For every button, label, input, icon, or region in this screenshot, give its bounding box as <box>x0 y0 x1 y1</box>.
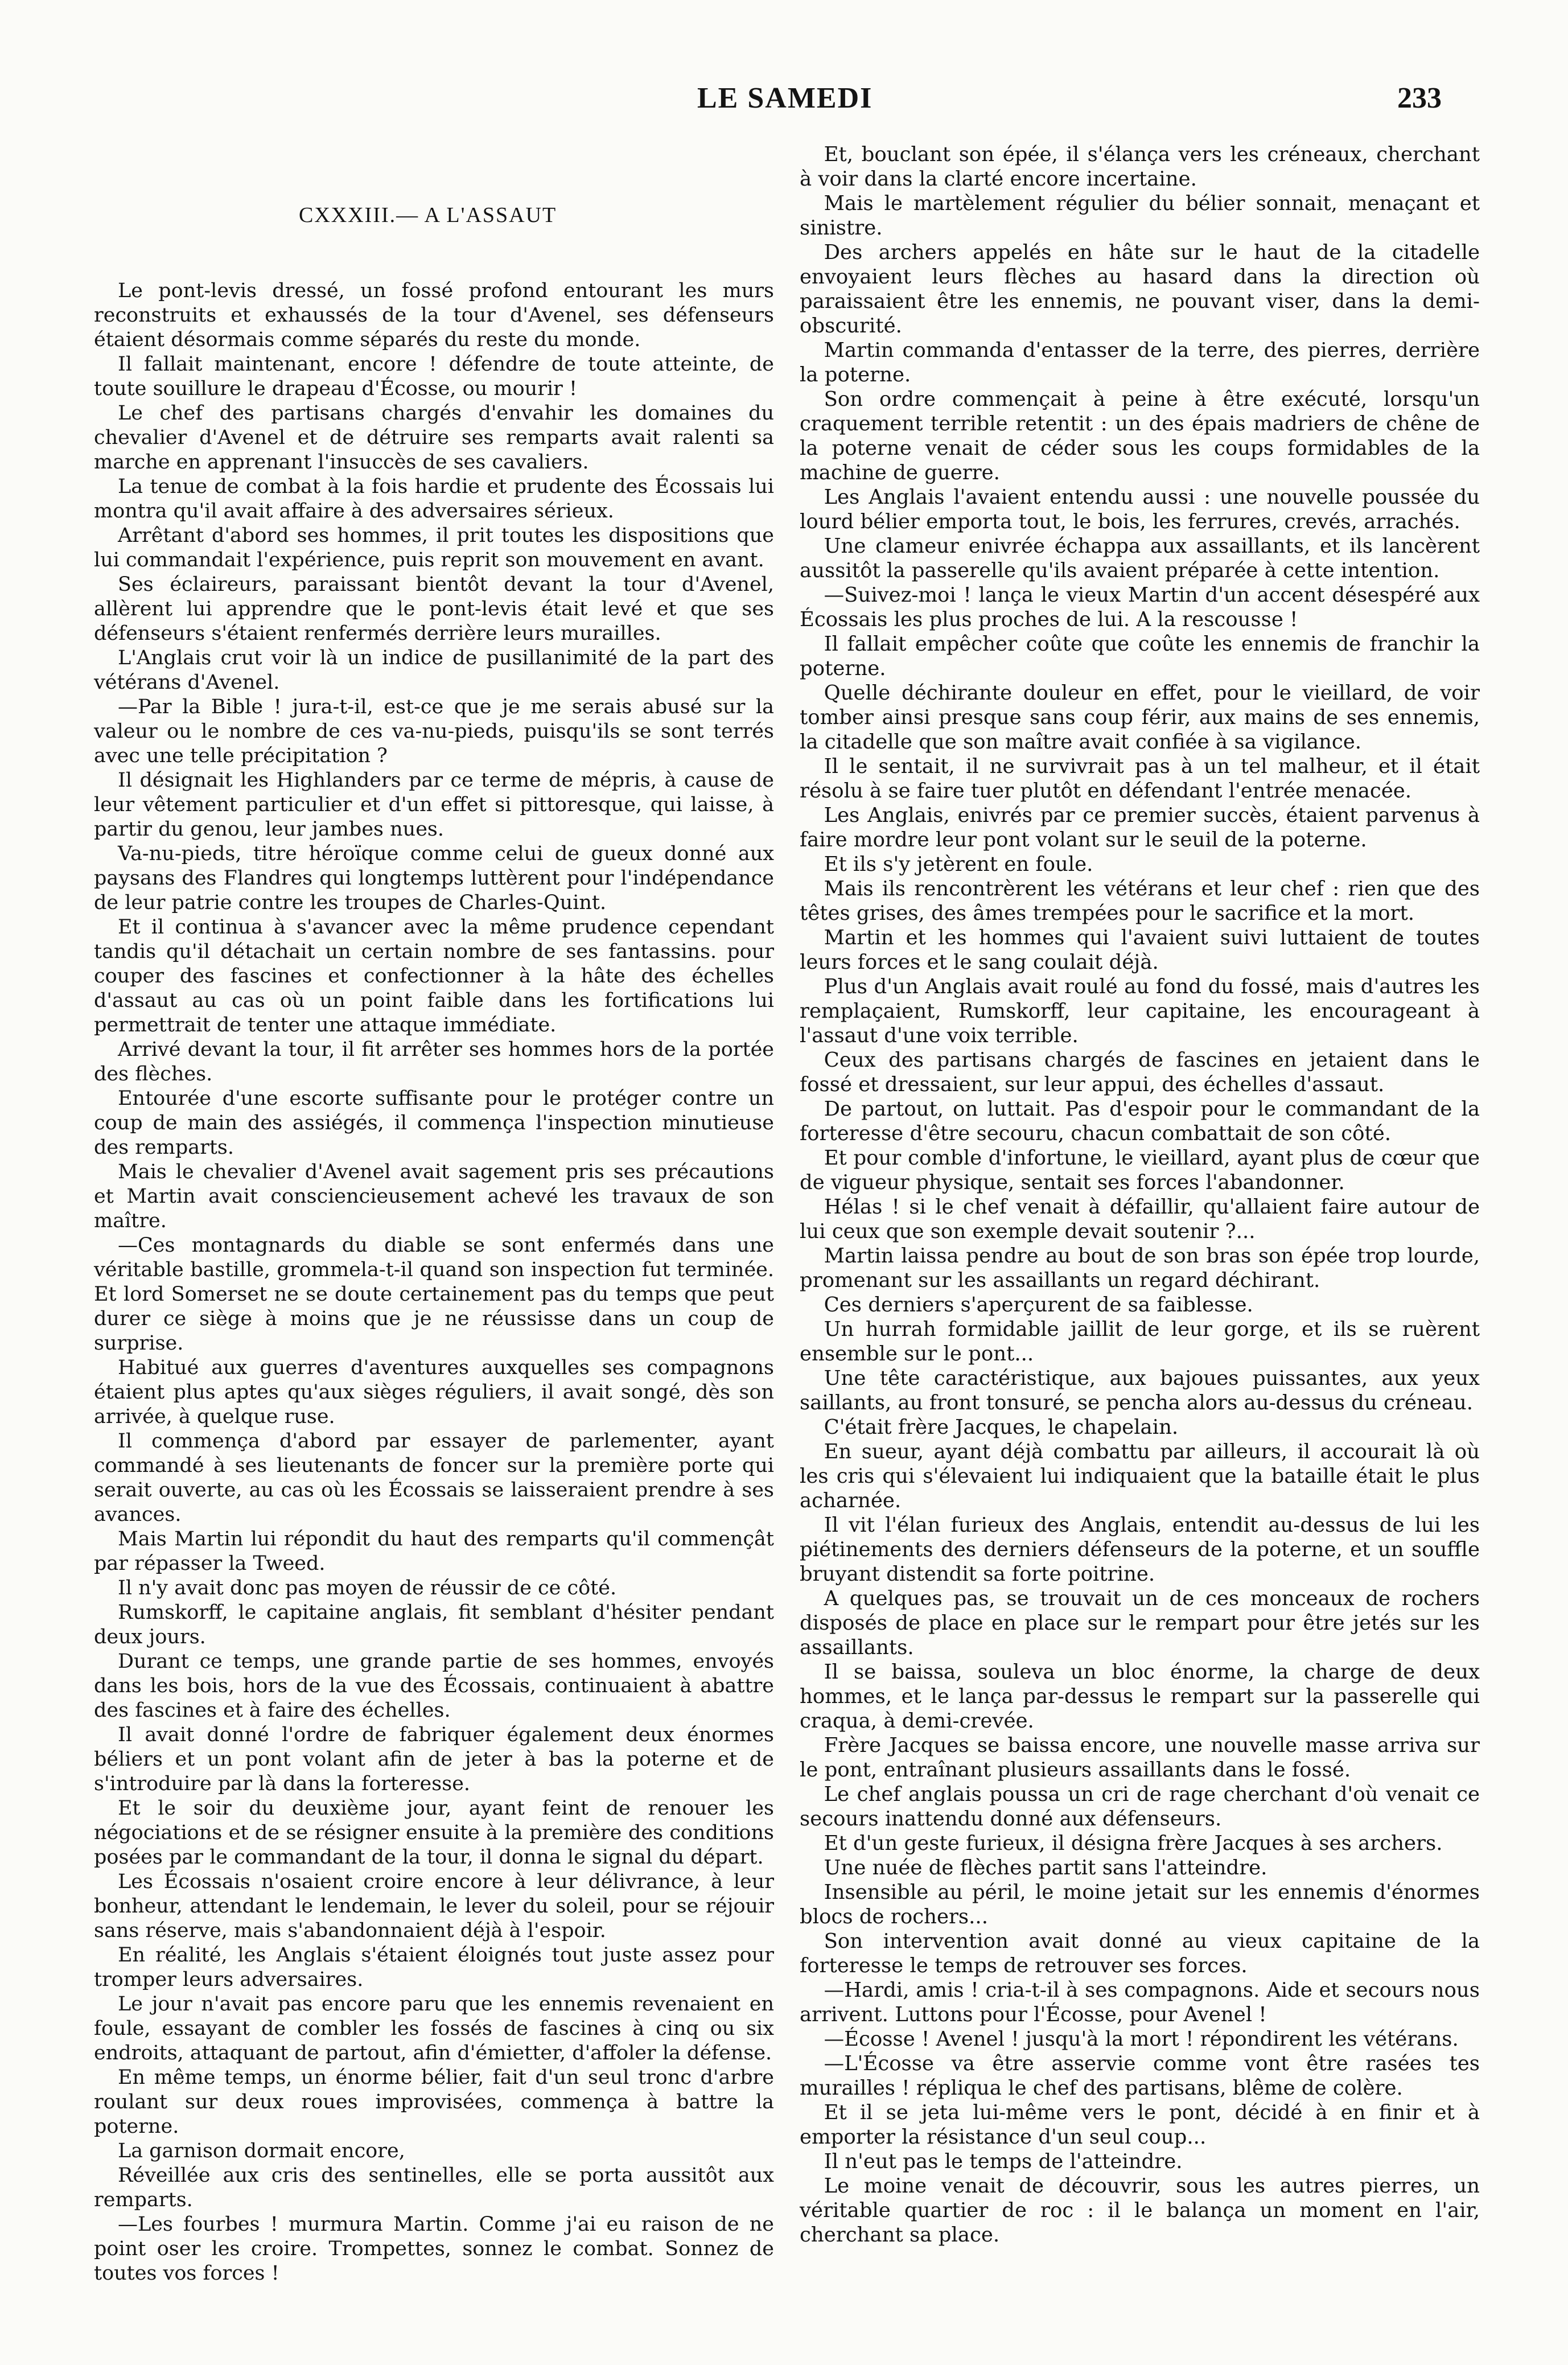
paragraph: Il désignait les Highlanders par ce terme de mépris, à cause de leur vêtement particulier et d'un effet si pittoresque, qui laisse, à partir du genou, leur jambes nues. <box>94 769 774 841</box>
paragraph: La garnison dormait encore, <box>118 2140 405 2162</box>
paragraph: Son ordre commençait à peine à être exécuté, lorsqu'un craquement terrible retentit : un des épais madriers de chêne de la poterne venait de céder sous les coups formidables de la machine de guerre. <box>800 388 1480 484</box>
paragraph: —Les fourbes ! murmura Martin. Comme j'ai eu raison de ne point oser les croire. Trompettes, sonnez le combat. Sonnez de toutes vos forces ! <box>94 2213 774 2285</box>
paragraph: Un hurrah formidable jaillit de leur gorge, et ils se ruèrent ensemble sur le pont... <box>800 1318 1480 1365</box>
paragraph: Et, bouclant son épée, il s'élança vers les créneaux, cherchant à voir dans la clarté encore incertaine. <box>800 143 1480 191</box>
paragraph: Rumskorff, le capitaine anglais, fit semblant d'hésiter pendant deux jours. <box>94 1601 774 1648</box>
paragraph: Martin commanda d'entasser de la terre, des pierres, derrière la poterne. <box>800 339 1480 386</box>
paragraph: Les Anglais l'avaient entendu aussi : une nouvelle poussée du lourd bélier emporta tout, le bois, les ferrures, crevés, arrachés. <box>800 486 1480 533</box>
paragraph: Il n'eut pas le temps de l'atteindre. <box>824 2150 1183 2173</box>
paragraph: Il fallait empêcher coûte que coûte les ennemis de franchir la poterne. <box>800 632 1480 680</box>
paragraph: Martin laissa pendre au bout de son bras son épée trop lourde, promenant sur les assaillants un regard déchirant. <box>800 1244 1480 1292</box>
paragraph: Réveillée aux cris des sentinelles, elle se porta aussitôt aux remparts. <box>94 2164 774 2211</box>
paragraph: Il se baissa, souleva un bloc énorme, la charge de deux hommes, et le lança par-dessus le rempart sur la passerelle qui craqua, à demi-crevée. <box>800 1660 1480 1733</box>
paragraph: Le chef anglais poussa un cri de rage cherchant d'où venait ce secours inattendu donné aux défenseurs. <box>800 1783 1480 1831</box>
paragraph: L'Anglais crut voir là un indice de pusillanimité de la part des vétérans d'Avenel. <box>94 647 774 694</box>
paragraph: Et le soir du deuxième jour, ayant feint de renouer les négociations et de se résigner ensuite à la première des conditions posées par le commandant de la tour, il donna le signal du départ. <box>94 1797 774 1869</box>
paragraph: La tenue de combat à la fois hardie et prudente des Écossais lui montra qu'il avait affaire à des adversaires sérieux. <box>94 475 774 523</box>
chapter-title: CXXXIII.— A L'ASSAUT <box>299 203 557 227</box>
paragraph: Des archers appelés en hâte sur le haut de la citadelle envoyaient leurs flèches au hasard dans la direction où paraissaient être les ennemis, ne pouvant viser, dans la demi-obscurité. <box>800 241 1480 338</box>
paragraph: Le pont-levis dressé, un fossé profond entourant les murs reconstruits et exhaussés de la tour d'Avenel, ses défenseurs étaient désormais comme séparés du reste du monde. <box>94 279 774 351</box>
paragraph: Son intervention avait donné au vieux capitaine de la forteresse le temps de retrouver ses forces. <box>800 1930 1480 1977</box>
paragraph: En même temps, un énorme bélier, fait d'un seul tronc d'arbre roulant sur deux roues improvisées, commença à battre la poterne. <box>94 2066 774 2138</box>
paragraph: Et il se jeta lui-même vers le pont, décidé à en finir et à emporter la résistance d'un seul coup... <box>800 2101 1480 2149</box>
paragraph: Durant ce temps, une grande partie de ses hommes, envoyés dans les bois, hors de la vue des Écossais, continuaient à abattre des fascines et à faire des échelles. <box>94 1650 774 1722</box>
paragraph: Il n'y avait donc pas moyen de réussir de ce côté. <box>118 1577 617 1599</box>
paragraph: —Écosse ! Avenel ! jusqu'à la mort ! répondirent les vétérans. <box>824 2027 1459 2051</box>
paragraph: Le moine venait de découvrir, sous les autres pierres, un véritable quartier de roc : il le balança un moment en l'air, cherchant sa place. <box>800 2174 1480 2247</box>
paragraph: Il avait donné l'ordre de fabriquer également deux énormes béliers et un pont volant afin de jeter à bas la poterne et de s'introduire par là dans la forteresse. <box>94 1724 774 1795</box>
paragraph: Le jour n'avait pas encore paru que les ennemis revenaient en foule, essayant de combler les fossés de fascines à cinq ou six endroits, attaquant de partout, afin d'émietter, d'affoler la défense. <box>94 1993 774 2064</box>
paragraph: Le chef des partisans chargés d'envahir les domaines du chevalier d'Avenel et de détruire ses remparts avait ralenti sa marche en apprenant l'insuccès de ses cavaliers. <box>94 402 774 474</box>
paragraph: Martin et les hommes qui l'avaient suivi luttaient de toutes leurs forces et le sang coulait déjà. <box>800 926 1480 974</box>
paragraph: Insensible au péril, le moine jetait sur les ennemis d'énormes blocs de rochers... <box>800 1881 1480 1928</box>
paragraph: Et ils s'y jetèrent en foule. <box>824 853 1093 876</box>
paragraph: Les Anglais, enivrés par ce premier succès, étaient parvenus à faire mordre leur pont volant sur le seuil de la poterne. <box>800 804 1480 852</box>
paragraph: Hélas ! si le chef venait à défaillir, qu'allaient faire autour de lui ceux que son exemple devait soutenir ?... <box>800 1195 1480 1243</box>
paragraph: Une nuée de flèches partit sans l'atteindre. <box>824 1856 1267 1879</box>
paragraph: Ces derniers s'aperçurent de sa faiblesse. <box>824 1293 1253 1317</box>
paragraph: Et pour comble d'infortune, le vieillard, ayant plus de cœur que de vigueur physique, sentait ses forces l'abandonner. <box>800 1146 1480 1194</box>
page-number: 233 <box>1397 82 1442 114</box>
paragraph: En sueur, ayant déjà combattu par ailleurs, il accourait là où les cris qui s'élevaient lui indiquaient que la bataille était le plus acharnée. <box>800 1440 1480 1512</box>
paragraph: Quelle déchirante douleur en effet, pour le vieillard, de voir tomber ainsi presque sans coup férir, aux mains de ses ennemis, la citadelle que son maître avait confiée à sa vigilance. <box>800 681 1480 754</box>
paragraph: Les Écossais n'osaient croire encore à leur délivrance, à leur bonheur, attendant le lendemain, le lever du soleil, pour se réjouir sans réserve, mais s'abandonnaient déjà à l'espoir. <box>94 1870 774 1942</box>
running-title: LE SAMEDI <box>697 82 873 114</box>
paragraph: —Hardi, amis ! cria-t-il à ses compagnons. Aide et secours nous arrivent. Luttons pour l'Écosse, pour Avenel ! <box>800 1979 1480 2026</box>
paragraph: —L'Écosse va être asservie comme vont être rasées tes murailles ! répliqua le chef des partisans, blême de colère. <box>800 2052 1480 2100</box>
paragraph: C'était frère Jacques, le chapelain. <box>824 1416 1179 1439</box>
paragraph: Et d'un geste furieux, il désigna frère Jacques à ses archers. <box>824 1832 1443 1855</box>
paragraph: Mais le chevalier d'Avenel avait sagement pris ses précautions et Martin avait consciencieusement achevé les travaux de son maître. <box>94 1161 774 1232</box>
paragraph: Ceux des partisans chargés de fascines en jetaient dans le fossé et dressaient, sur leur appui, des échelles d'assaut. <box>800 1048 1480 1096</box>
paragraph: Une clameur enivrée échappa aux assaillants, et ils lancèrent aussitôt la passerelle qu'ils avaient préparée à cette intention. <box>800 534 1480 582</box>
paragraph: Mais Martin lui répondit du haut des remparts qu'il commençât par répasser la Tweed. <box>94 1528 774 1575</box>
paragraph: Frère Jacques se baissa encore, une nouvelle masse arriva sur le pont, entraînant plusieurs assaillants dans le fossé. <box>800 1734 1480 1782</box>
paragraph: Habitué aux guerres d'aventures auxquelles ses compagnons étaient plus aptes qu'aux sièges réguliers, il avait songé, dès son arrivée, à quelque ruse. <box>94 1356 774 1428</box>
paragraph: Mais ils rencontrèrent les vétérans et leur chef : rien que des têtes grises, des âmes trempées pour le sacrifice et la mort. <box>800 877 1480 925</box>
paragraph: Il fallait maintenant, encore ! défendre de toute atteinte, de toute souillure le drapeau d'Écosse, ou mourir ! <box>94 353 774 400</box>
paragraph: Va-nu-pieds, titre héroïque comme celui de gueux donné aux paysans des Flandres qui longtemps luttèrent pour l'indépendance de leur patrie contre les troupes de Charles-Quint. <box>94 842 774 914</box>
paragraph: Il commença d'abord par essayer de parlementer, ayant commandé à ses lieutenants de foncer sur la première porte qui serait ouverte, au cas où les Écossais se laisseraient prendre à ses avances. <box>94 1430 774 1526</box>
left-text-column <box>94 279 774 2286</box>
paragraph: —Suivez-moi ! lança le vieux Martin d'un accent désespéré aux Écossais les plus proches de lui. A la rescousse ! <box>800 583 1480 631</box>
paragraph: De partout, on luttait. Pas d'espoir pour le commandant de la forteresse d'être secouru, chacun combattait de son côté. <box>800 1097 1480 1145</box>
paragraph: Arrêtant d'abord ses hommes, il prit toutes les dispositions que lui commandait l'expérience, puis reprit son mouvement en avant. <box>94 524 774 571</box>
paragraph: Entourée d'une escorte suffisante pour le protéger contre un coup de main des assiégés, il commença l'inspection minutieuse des remparts. <box>94 1087 774 1159</box>
paragraph: Plus d'un Anglais avait roulé au fond du fossé, mais d'autres les remplaçaient, Rumskorff, leur capitaine, les encourageant à l'assaut d'une voix terrible. <box>800 975 1480 1047</box>
paragraph: —Par la Bible ! jura-t-il, est-ce que je me serais abusé sur la valeur ou le nombre de ces va-nu-pieds, puisqu'ils se sont terrés avec une telle précipitation ? <box>94 696 774 767</box>
paragraph: Il le sentait, il ne survivrait pas à un tel malheur, et il était résolu à se faire tuer plutôt en défendant l'entrée menacée. <box>800 755 1480 803</box>
right-text-column <box>800 142 1480 2247</box>
paragraph: Il vit l'élan furieux des Anglais, entendit au-dessus de lui les piétinements des derniers défenseurs de la poterne, et un souffle bruyant distendit sa forte poitrine. <box>800 1513 1480 1586</box>
paragraph: Arrivé devant la tour, il fit arrêter ses hommes hors de la portée des flèches. <box>94 1038 774 1085</box>
paragraph: Ses éclaireurs, paraissant bientôt devant la tour d'Avenel, allèrent lui apprendre que le pont-levis était levé et que ses défenseurs s'étaient renfermés derrière leurs murailles. <box>94 573 774 645</box>
paragraph: Une tête caractéristique, aux bajoues puissantes, aux yeux saillants, au front tonsuré, se pencha alors au-dessus du créneau. <box>800 1367 1480 1414</box>
paragraph: En réalité, les Anglais s'étaient éloignés tout juste assez pour tromper leurs adversaires. <box>94 1944 774 1991</box>
paragraph: Et il continua à s'avancer avec la même prudence cependant tandis qu'il détachait un certain nombre de ses fantassins. pour couper des fascines et confectionner à la hâte des échelles d'assaut au cas où un point faible dans les fortifications lui permettrait de tenter une attaque immédiate. <box>94 916 774 1037</box>
paragraph: A quelques pas, se trouvait un de ces monceaux de rochers disposés de place en place sur le rempart pour être jetés sur les assaillants. <box>800 1587 1480 1659</box>
paragraph: Mais le martèlement régulier du bélier sonnait, menaçant et sinistre. <box>800 192 1480 240</box>
paragraph: —Ces montagnards du diable se sont enfermés dans une véritable bastille, grommela-t-il quand son inspection fut terminée. Et lord Somerset ne se doute certainement pas du temps que peut durer ce siège à moins que je ne réussisse dans un coup de surprise. <box>94 1234 774 1355</box>
